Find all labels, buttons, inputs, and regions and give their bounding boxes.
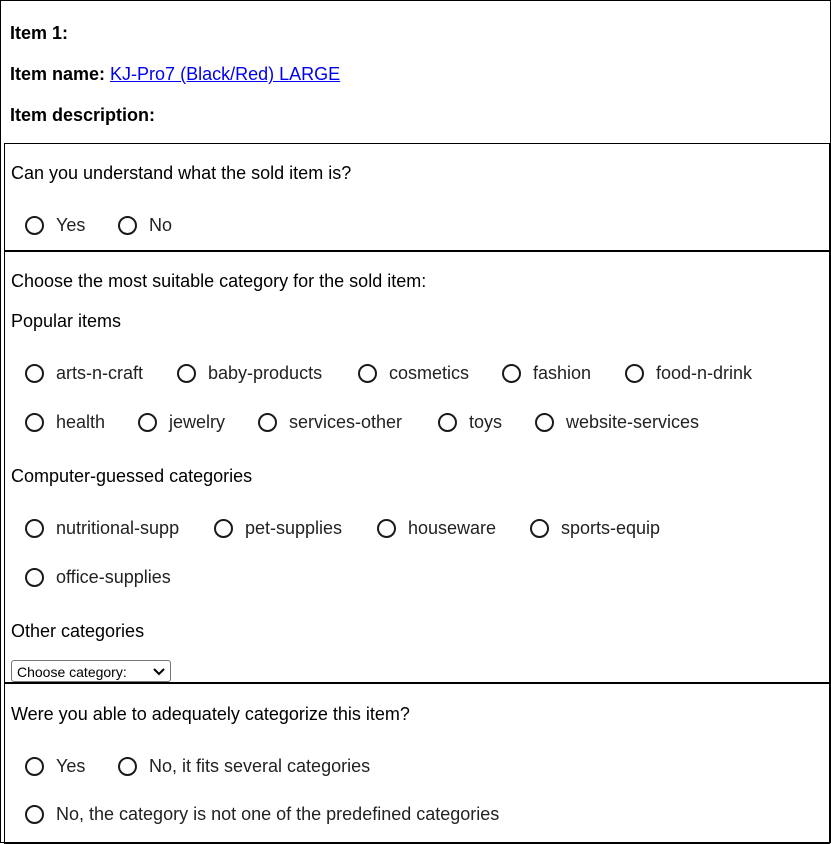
category-radio-food-n-drink[interactable] <box>625 363 752 384</box>
radio-label: arts-n-craft <box>56 363 144 383</box>
adequacy-several-radio[interactable] <box>118 756 370 777</box>
item-info-panel <box>1 1 830 143</box>
radio-label: baby-products <box>208 363 323 383</box>
item-name-row <box>10 64 340 85</box>
category-radio-nutritional-supp[interactable] <box>25 518 179 539</box>
item-name-link[interactable]: KJ-Pro7 (Black/Red) LARGE <box>110 64 341 84</box>
other-category-select[interactable] <box>11 660 171 682</box>
understand-question: Can you understand what the sold item is? <box>11 163 352 183</box>
radio-circle[interactable] <box>358 364 377 383</box>
radio-circle[interactable] <box>258 413 277 432</box>
adequacy-not-predefined-radio[interactable] <box>25 804 499 825</box>
category-radio-fashion[interactable] <box>502 363 591 384</box>
category-radio-pet-supplies[interactable] <box>214 518 342 539</box>
understand-no-radio[interactable] <box>118 215 172 236</box>
understand-yes-radio[interactable] <box>25 215 85 236</box>
radio-circle[interactable] <box>625 364 644 383</box>
adequacy-question: Were you able to adequately categorize this item? <box>11 704 410 724</box>
radio-label: houseware <box>408 518 497 538</box>
item-number-label: Item 1: <box>10 23 69 43</box>
radio-circle[interactable] <box>118 216 137 235</box>
category-radio-website-services[interactable] <box>535 412 699 433</box>
radio-label: Yes <box>56 756 86 776</box>
radio-label: No <box>149 215 173 235</box>
item-name-label: Item name: <box>10 64 106 84</box>
radio-circle[interactable] <box>25 805 44 824</box>
category-question: Choose the most suitable category for the sold item: <box>11 271 427 291</box>
popular-heading: Popular items <box>11 311 122 331</box>
category-radio-cosmetics[interactable] <box>358 363 469 384</box>
category-radio-baby-products[interactable] <box>177 363 322 384</box>
radio-label: sports-equip <box>561 518 661 538</box>
radio-label: food-n-drink <box>656 363 753 383</box>
radio-label: health <box>56 412 106 432</box>
guessed-heading: Computer-guessed categories <box>11 466 253 486</box>
section-divider <box>4 682 830 684</box>
radio-circle[interactable] <box>25 364 44 383</box>
category-radio-health[interactable] <box>25 412 105 433</box>
radio-label: fashion <box>533 363 592 383</box>
radio-circle[interactable] <box>138 413 157 432</box>
other-heading: Other categories <box>11 621 145 641</box>
adequacy-yes-radio[interactable] <box>25 756 85 777</box>
category-radio-office-supplies[interactable] <box>25 567 171 588</box>
radio-label: nutritional-supp <box>56 518 180 538</box>
radio-label: services-other <box>289 412 403 432</box>
radio-circle[interactable] <box>25 413 44 432</box>
radio-label: Yes <box>56 215 86 235</box>
section-divider <box>4 250 830 252</box>
category-radio-sports-equip[interactable] <box>530 518 660 539</box>
radio-label: No, it fits several categories <box>149 756 371 776</box>
item-description-label: Item description: <box>10 105 156 125</box>
radio-label: No, the category is not one of the predefined categories <box>56 804 500 824</box>
radio-circle[interactable] <box>214 519 233 538</box>
radio-circle[interactable] <box>118 757 137 776</box>
radio-circle[interactable] <box>25 216 44 235</box>
radio-label: pet-supplies <box>245 518 343 538</box>
radio-circle[interactable] <box>502 364 521 383</box>
radio-label: toys <box>469 412 503 432</box>
radio-circle[interactable] <box>177 364 196 383</box>
category-radio-arts-n-craft[interactable] <box>25 363 143 384</box>
radio-circle[interactable] <box>377 519 396 538</box>
radio-circle[interactable] <box>535 413 554 432</box>
radio-label: website-services <box>566 412 700 432</box>
radio-circle[interactable] <box>25 568 44 587</box>
radio-circle[interactable] <box>25 519 44 538</box>
select-value: Choose category: <box>17 664 127 680</box>
chevron-down-icon <box>148 665 170 679</box>
radio-circle[interactable] <box>438 413 457 432</box>
category-radio-toys[interactable] <box>438 412 502 433</box>
category-radio-houseware[interactable] <box>377 518 496 539</box>
radio-circle[interactable] <box>530 519 549 538</box>
radio-label: office-supplies <box>56 567 171 587</box>
radio-label: cosmetics <box>389 363 470 383</box>
radio-circle[interactable] <box>25 757 44 776</box>
category-radio-jewelry[interactable] <box>138 412 225 433</box>
category-radio-services-other[interactable] <box>258 412 402 433</box>
radio-label: jewelry <box>169 412 226 432</box>
